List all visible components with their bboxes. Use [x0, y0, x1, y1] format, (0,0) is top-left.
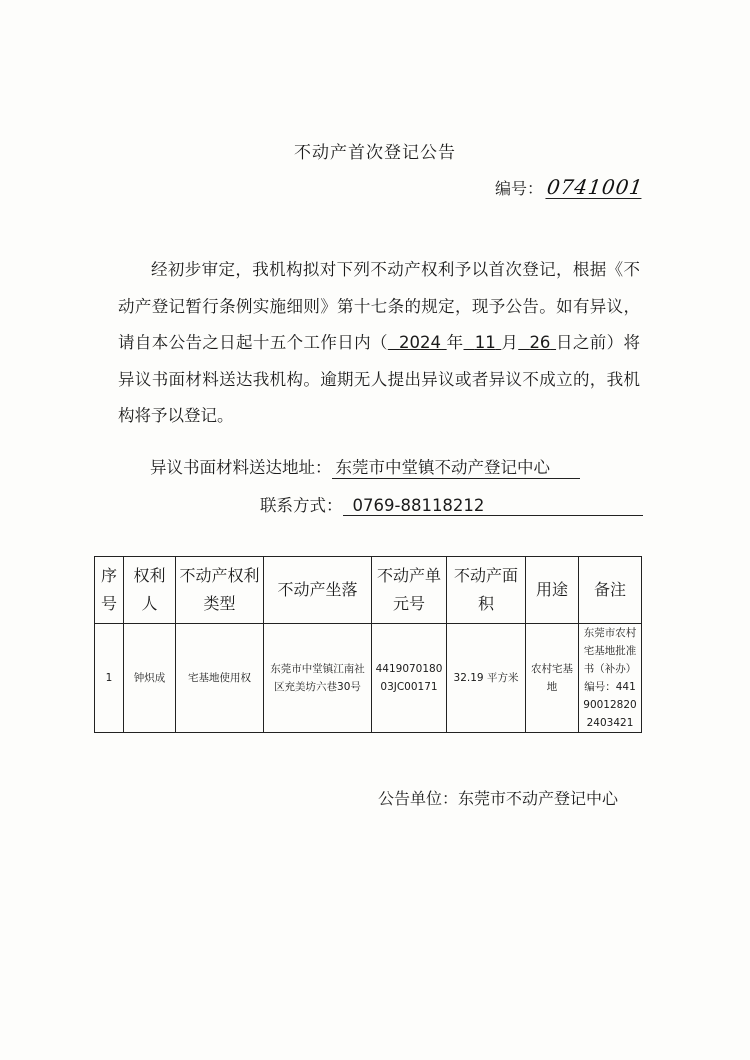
cell-no: 1 [95, 624, 124, 733]
issuer-signature [378, 786, 618, 809]
header-cell: 不动产坐落 [264, 557, 372, 624]
header-cell: 权利人 [124, 557, 176, 624]
cell-location: 东莞市中堂镇江南社区充美坊六巷30号 [264, 624, 372, 733]
objection-address [150, 454, 580, 479]
cell-remark: 东莞市农村宅基地批准书（补办）编号：441900128202403421 [579, 624, 642, 733]
notice-title: 不动产首次登记公告 [294, 143, 456, 163]
issuer-value: 东莞市不动产登记中心 [458, 789, 619, 808]
contact-label: 联系方式： [260, 496, 343, 515]
header-cell: 不动产权利类型 [176, 557, 264, 624]
deadline-month: 11 [474, 333, 496, 352]
cell-area: 32.19 平方米 [447, 624, 526, 733]
contact-value: 0769-88118212 [343, 496, 643, 516]
header-cell: 用途 [526, 557, 579, 624]
property-table [94, 556, 642, 733]
table-header-row [95, 557, 642, 624]
cell-right-type: 宅基地使用权 [176, 624, 264, 733]
header-cell: 序号 [95, 557, 124, 624]
cell-holder: 钟炽成 [124, 624, 176, 733]
serial-value-handwritten: 0741001 [545, 175, 645, 199]
address-label: 异议书面材料送达地址： [150, 458, 332, 477]
year-label: 年 [446, 333, 464, 352]
issuer-label: 公告单位： [378, 789, 459, 808]
cell-unit-no: 441907018003JC00171 [372, 624, 447, 733]
table-row [95, 624, 642, 733]
deadline-year: 2024 [399, 333, 442, 352]
contact-info [260, 492, 643, 516]
notice-paragraph [118, 252, 640, 435]
address-value: 东莞市中堂镇不动产登记中心 [332, 454, 580, 479]
serial-number [495, 176, 643, 199]
cell-use: 农村宅基地 [526, 624, 579, 733]
header-cell: 不动产单元号 [372, 557, 447, 624]
serial-label: 编号： [495, 179, 544, 198]
deadline-day: 26 [529, 333, 551, 352]
body-part-2: 日之前）将异议书面材料送达我机构。逾期无人提出异议或者异议不成立的，我机构将予以登记。 [118, 333, 640, 425]
month-label: 月 [501, 333, 519, 352]
body-part-1: 经初步审定，我机构拟对下列不动产权利予以首次登记，根据《不动产登记暂行条例实施细则》第十七条的规定，现予公告。如有异议，请自本公告之日起十五个工作日内（ [118, 260, 640, 352]
header-cell: 备注 [579, 557, 642, 624]
header-cell: 不动产面积 [447, 557, 526, 624]
notice-body [118, 252, 640, 435]
